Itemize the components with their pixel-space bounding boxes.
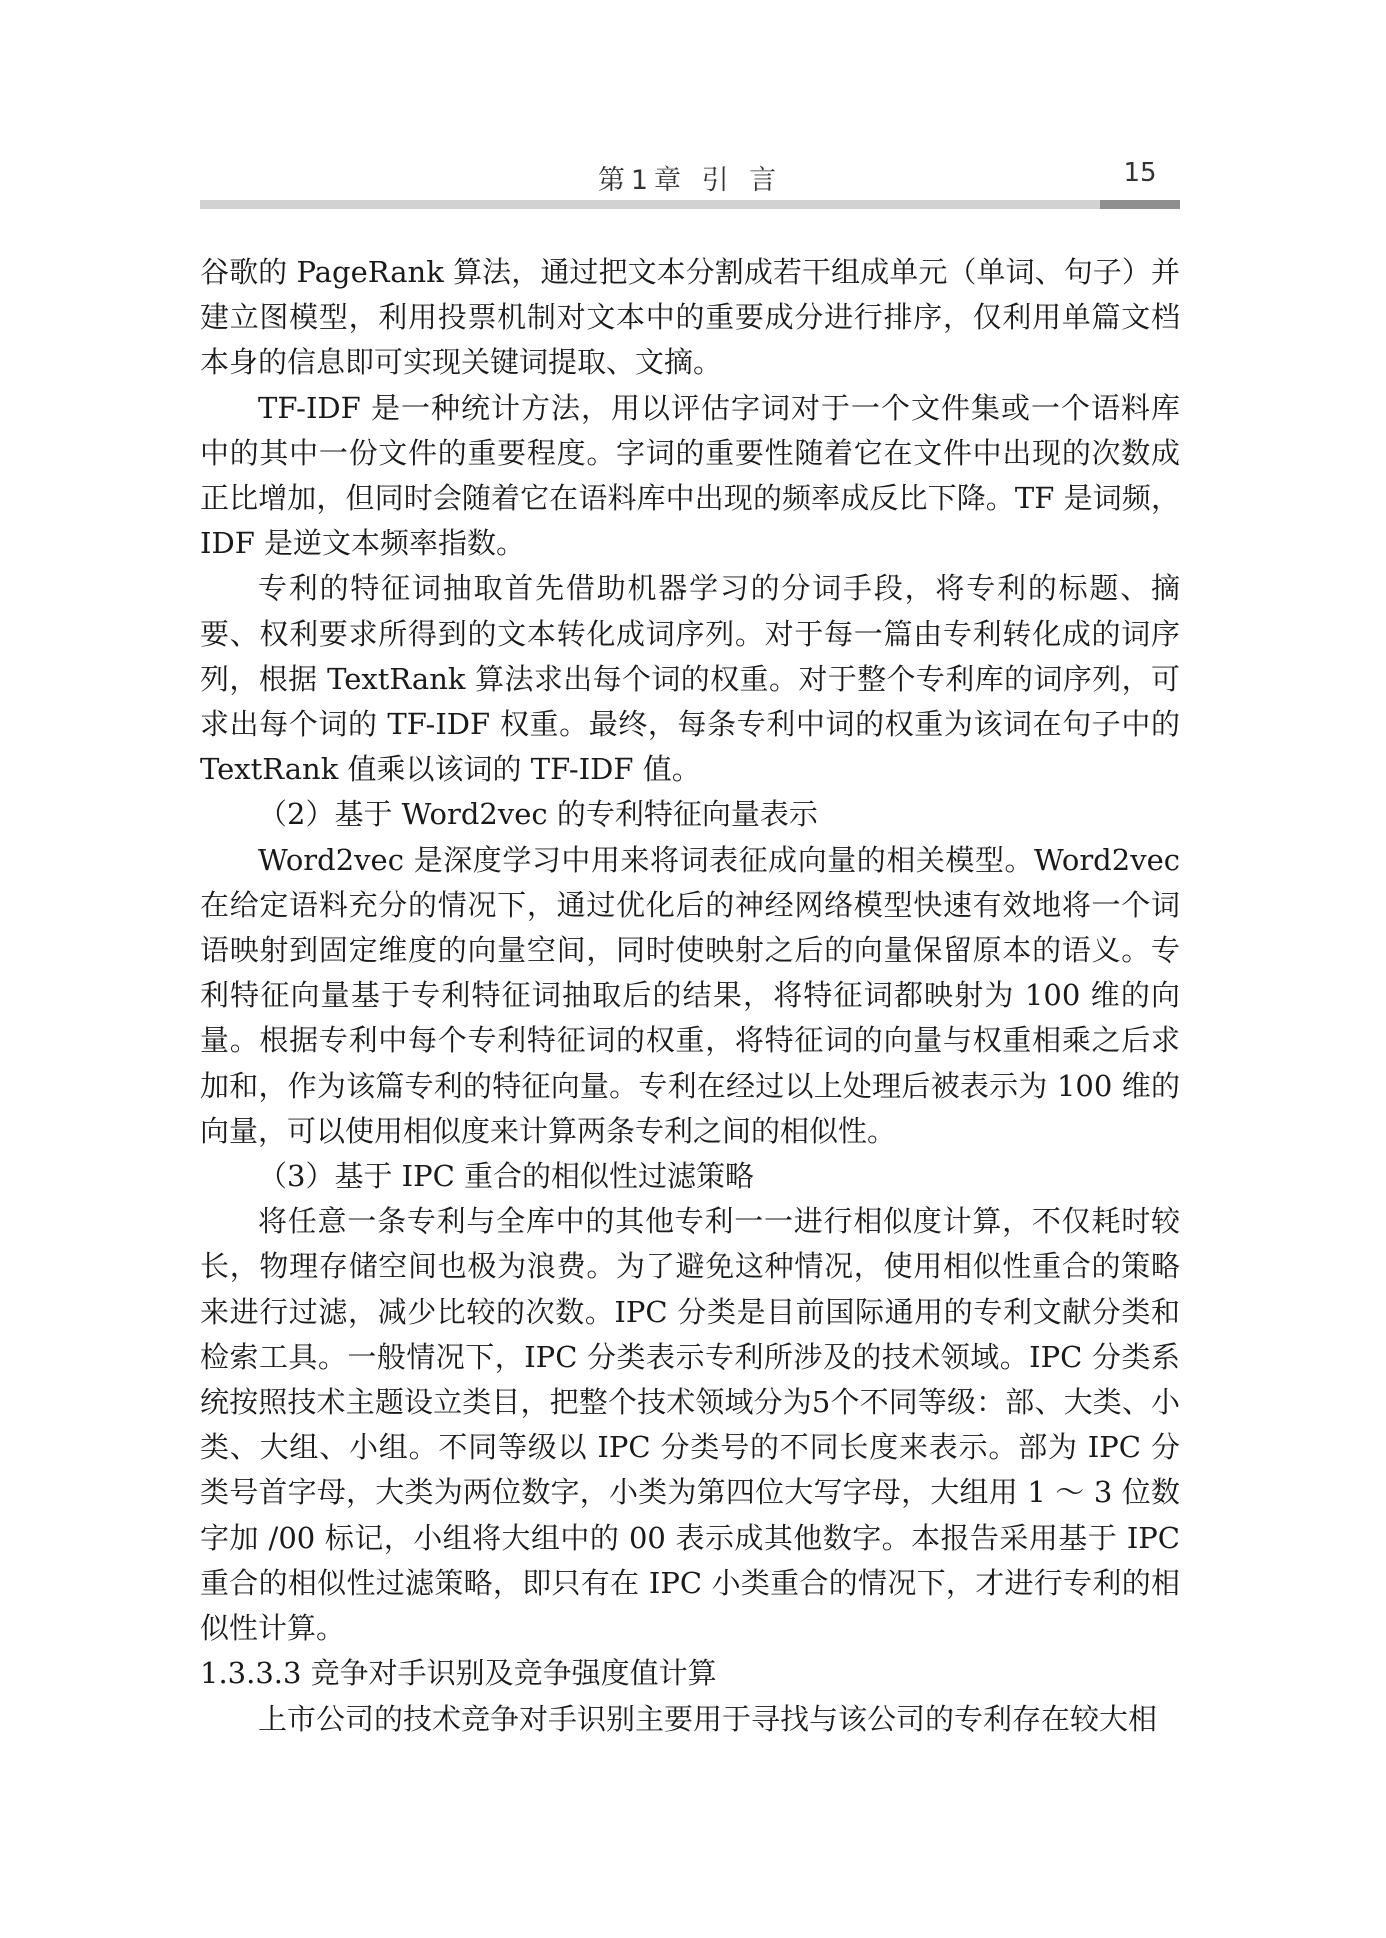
paragraph: 将任意一条专利与全库中的其他专利一一进行相似度计算，不仅耗时较长，物理存储空间也极为浪费。为了避免这种情况，使用相似性重合的策略来进行过滤，减少比较的次数。IPC 分类是目前国际通用的专利文献分类和检索工具。一般情况下，IPC 分类表示专利所涉及的技术领域。IPC 分类系统按照技术主题设立类目，把整个技术领域分为5个不同等级：部、大类、小类、大组、小组。不同等级以 IPC 分类号的不同长度来表示。部为 IPC 分类号首字母，大类为两位数字，小类为第四位大写字母，大组用 1 ～ 3 位数字加 /00 标记，小组将大组中的 00 表示成其他数字。本报告采用基于 IPC 重合的相似性过滤策略，即只有在 IPC 小类重合的情况下，才进行专利的相似性计算。 <box>200 1204 1180 1646</box>
paragraph: 谷歌的 PageRank 算法，通过把文本分割成若干组成单元（单词、句子）并建立图模型，利用投票机制对文本中的重要成分进行排序，仅利用单篇文档本身的信息即可实现关键词提取、文摘。 <box>200 255 1180 380</box>
header-rule-accent <box>1100 200 1180 209</box>
section-heading: （2）基于 Word2vec 的专利特征向量表示 <box>258 797 818 832</box>
chapter-title: 第1章 引 言 <box>597 165 783 196</box>
running-header <box>200 150 1180 196</box>
paragraph: 上市公司的技术竞争对手识别主要用于寻找与该公司的专利存在较大相 <box>258 1701 1158 1736</box>
page-number: 15 <box>1123 158 1157 188</box>
section-heading: （3）基于 IPC 重合的相似性过滤策略 <box>258 1159 755 1194</box>
subsection-heading: 1.3.3.3 竞争对手识别及竞争强度值计算 <box>200 1656 717 1691</box>
paragraph: 专利的特征词抽取首先借助机器学习的分词手段，将专利的标题、摘要、权利要求所得到的文本转化成词序列。对于每一篇由专利转化成的词序列，根据 TextRank 算法求出每个词的权重。对于整个专利库的词序列，可求出每个词的 TF-IDF 权重。最终，每条专利中词的权重为该词在句子中的 TextRank 值乘以该词的 TF-IDF 值。 <box>200 571 1180 787</box>
header-rule <box>200 200 1100 209</box>
paragraph: Word2vec 是深度学习中用来将词表征成向量的相关模型。Word2vec 在给定语料充分的情况下，通过优化后的神经网络模型快速有效地将一个词语映射到固定维度的向量空间，同时使映射之后的向量保留原本的语义。专利特征向量基于专利特征词抽取后的结果，将特征词都映射为 100 维的向量。根据专利中每个专利特征词的权重，将特征词的向量与权重相乘之后求加和，作为该篇专利的特征向量。专利在经过以上处理后被表示为 100 维的向量，可以使用相似度来计算两条专利之间的相似性。 <box>200 842 1180 1148</box>
body-text <box>200 250 1180 1742</box>
paragraph: TF-IDF 是一种统计方法，用以评估字词对于一个文件集或一个语料库中的其中一份文件的重要程度。字词的重要性随着它在文件中出现的次数成正比增加，但同时会随着它在语料库中出现的频率成反比下降。TF 是词频，IDF 是逆文本频率指数。 <box>200 390 1180 561</box>
